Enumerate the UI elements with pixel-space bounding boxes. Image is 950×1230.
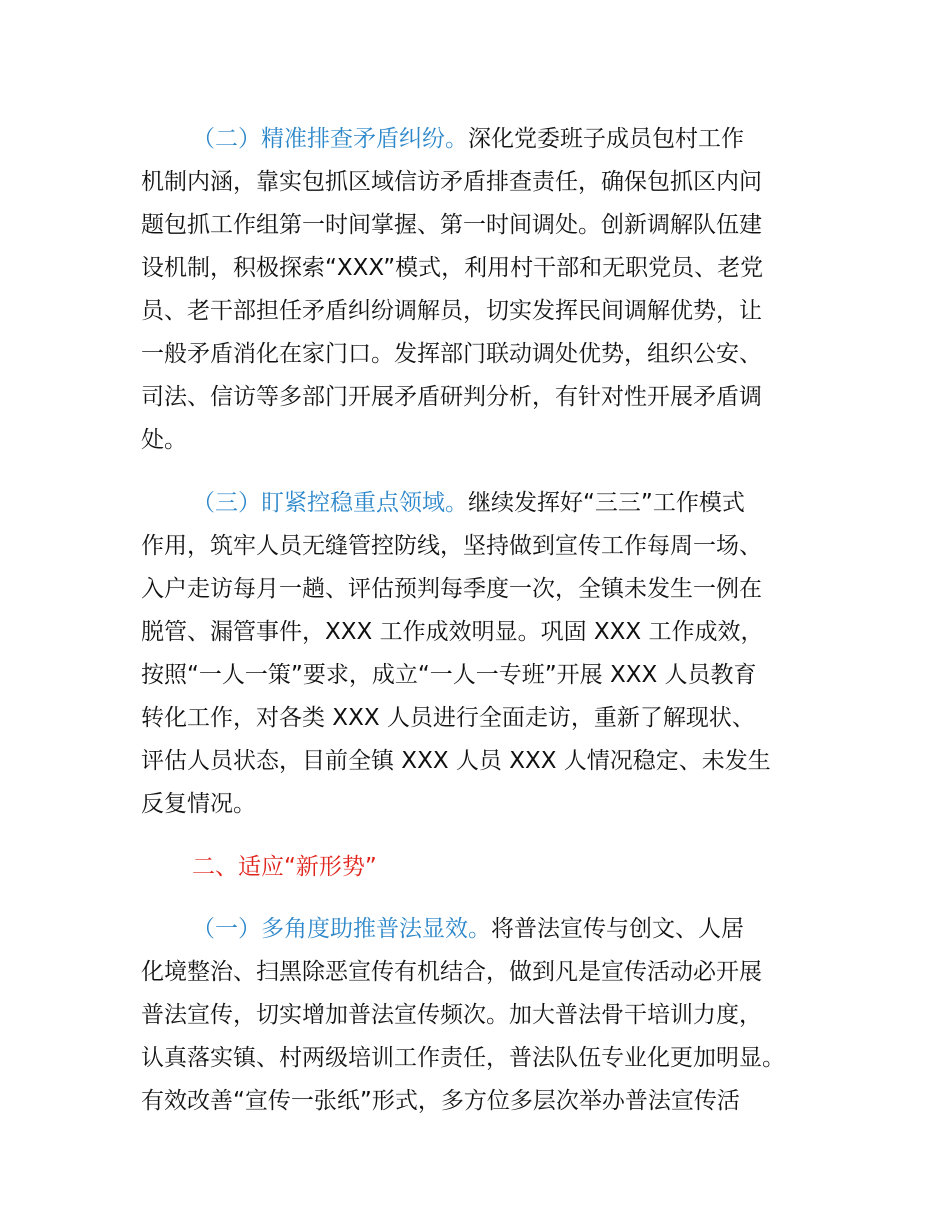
paragraph-text: 将普法宣传与创文、人居: [491, 916, 744, 942]
paragraph-first-line: [192, 124, 744, 154]
paragraph-line: 题包抓工作组第一时间掌握、第一时间调处。创新调解队伍建: [141, 212, 762, 238]
section-heading: 二、适应“新形势”: [192, 854, 377, 880]
paragraph-line: 反复情况。: [141, 791, 256, 817]
paragraph-line: 员、老干部担任矛盾纠纷调解员，切实发挥民间调解优势，让: [141, 298, 762, 324]
paragraph-line: 普法宣传，切实增加普法宣传频次。加大普法骨干培训力度，: [141, 1002, 762, 1028]
paragraph-line: 入户走访每月一趟、评估预判每季度一次，全镇未发生一例在: [141, 576, 762, 602]
paragraph-line: 处。: [141, 427, 187, 453]
paragraph-line: 脱管、漏管事件，XXX 工作成效明显。巩固 XXX 工作成效，: [141, 619, 764, 645]
paragraph-line: 机制内涵，靠实包抓区域信访矛盾排查责任，确保包抓区内问: [141, 169, 762, 195]
paragraph-line: 评估人员状态，目前全镇 XXX 人员 XXX 人情况稳定、未发生: [141, 748, 771, 774]
paragraph-heading: （一）多角度助推普法显效。: [192, 916, 491, 942]
paragraph-line: 司法、信访等多部门开展矛盾研判分析，有针对性开展矛盾调: [141, 384, 762, 410]
paragraph-line: 转化工作，对各类 XXX 人员进行全面走访，重新了解现状、: [141, 705, 755, 731]
paragraph-line: 一般矛盾消化在家门口。发挥部门联动调处优势，组织公安、: [141, 341, 762, 367]
paragraph-text: 继续发挥好“三三”工作模式: [468, 490, 745, 516]
paragraph-text: 深化党委班子成员包村工作: [468, 126, 744, 152]
paragraph-line: 按照“一人一策”要求，成立“一人一专班”开展 XXX 人员教育: [141, 662, 757, 688]
paragraph-line: 有效改善“宣传一张纸”形式，多方位多层次举办普法宣传活: [141, 1088, 740, 1114]
paragraph-line: 作用，筑牢人员无缝管控防线，坚持做到宣传工作每周一场、: [141, 533, 762, 559]
paragraph-line: 化境整治、扫黑除恶宣传有机结合，做到凡是宣传活动必开展: [141, 959, 762, 985]
paragraph-heading: （二）精准排查矛盾纠纷。: [192, 126, 468, 152]
paragraph-line: 认真落实镇、村两级培训工作责任，普法队伍专业化更加明显。: [141, 1045, 785, 1071]
paragraph-line: 设机制，积极探索“XXX”模式，利用村干部和无职党员、老党: [141, 255, 764, 281]
paragraph-first-line: [192, 488, 745, 518]
paragraph-heading: （三）盯紧控稳重点领域。: [192, 490, 468, 516]
paragraph-first-line: [192, 914, 744, 944]
